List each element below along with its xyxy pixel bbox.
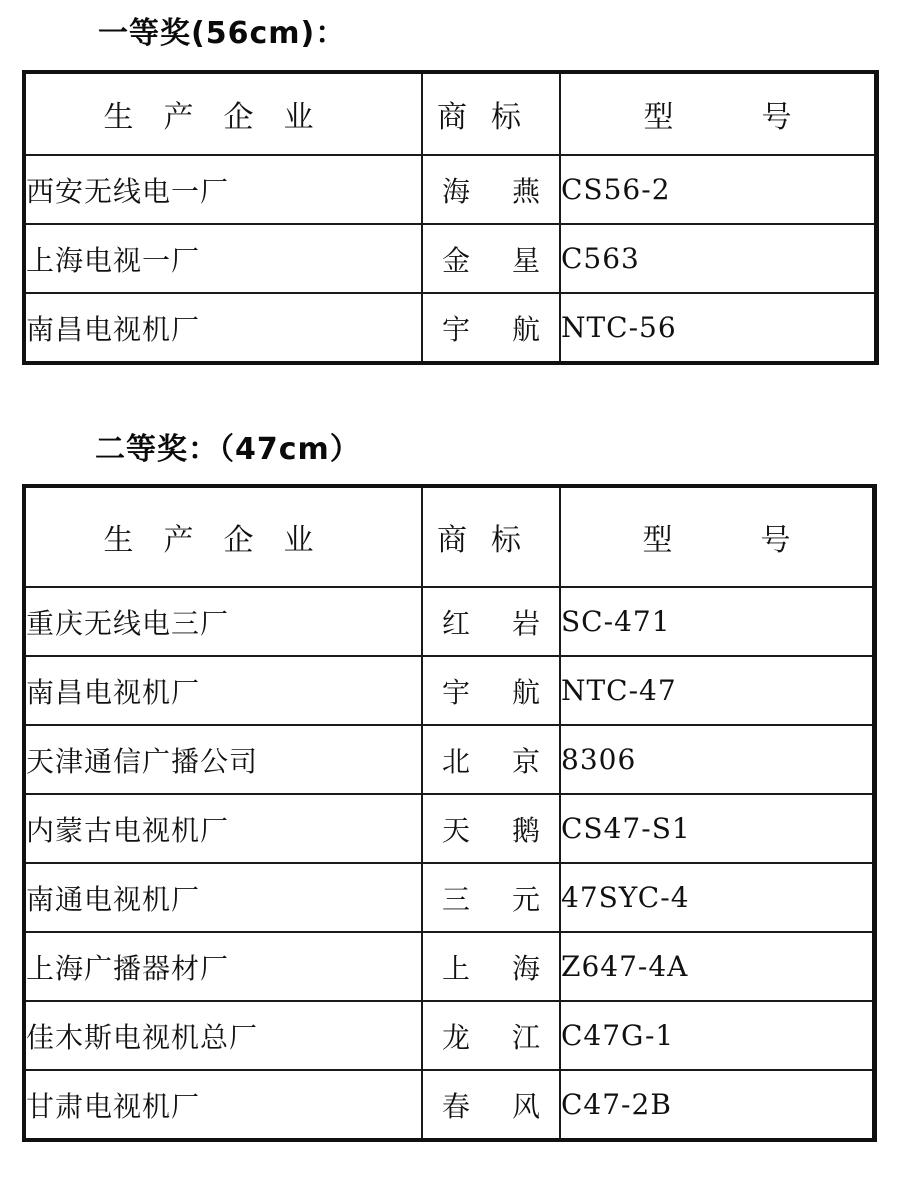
brand-char: 红: [442, 606, 471, 640]
brand-cell: [422, 1070, 560, 1140]
table-row: [24, 932, 875, 1001]
brand-cell: [422, 587, 560, 656]
brand-char: 风: [512, 1089, 541, 1123]
brand-char: 金: [442, 243, 471, 277]
model-cell: C563: [560, 224, 877, 293]
first-prize-table: [22, 70, 879, 365]
second-prize-title: 二等奖：（47cm）: [95, 432, 361, 467]
header-model-char-2: 号: [760, 523, 791, 558]
table-row: [24, 587, 875, 656]
company-cell: 上海电视一厂: [24, 224, 422, 293]
table-row: [24, 794, 875, 863]
company-cell: 天津通信广播公司: [24, 725, 422, 794]
table-row: [24, 293, 877, 363]
brand-cell: [422, 656, 560, 725]
first-prize-title: 一等奖(56cm)：: [98, 16, 347, 51]
table-row: [24, 224, 877, 293]
brand-char: 龙: [442, 1020, 471, 1054]
company-cell: 南昌电视机厂: [24, 656, 422, 725]
second-prize-table: [22, 484, 877, 1142]
header-company: 生产企业: [24, 486, 422, 587]
model-cell: C47-2B: [560, 1070, 875, 1140]
brand-char: 元: [512, 882, 541, 916]
model-cell: CS47-S1: [560, 794, 875, 863]
header-company: 生产企业: [24, 72, 422, 155]
model-cell: 8306: [560, 725, 875, 794]
model-cell: C47G-1: [560, 1001, 875, 1070]
header-model: [560, 486, 875, 587]
brand-cell: [422, 863, 560, 932]
header-brand: 商标: [422, 486, 560, 587]
brand-char: 天: [442, 813, 471, 847]
company-cell: 西安无线电一厂: [24, 155, 422, 224]
model-cell: 47SYC-4: [560, 863, 875, 932]
table-row: [24, 656, 875, 725]
brand-cell: [422, 155, 560, 224]
brand-char: 燕: [512, 174, 541, 208]
header-model-char-1: 型: [643, 100, 674, 135]
table-header-row: [24, 486, 875, 587]
brand-char: 春: [442, 1089, 471, 1123]
brand-char: 鹅: [512, 813, 541, 847]
brand-char: 京: [512, 744, 541, 778]
header-model: [560, 72, 877, 155]
company-cell: 甘肃电视机厂: [24, 1070, 422, 1140]
company-cell: 内蒙古电视机厂: [24, 794, 422, 863]
brand-char: 海: [512, 951, 541, 985]
brand-char: 上: [442, 951, 471, 985]
brand-char: 江: [512, 1020, 541, 1054]
brand-char: 宇: [442, 312, 471, 346]
table-row: [24, 1001, 875, 1070]
model-cell: SC-471: [560, 587, 875, 656]
brand-char: 宇: [442, 675, 471, 709]
company-cell: 南昌电视机厂: [24, 293, 422, 363]
model-cell: CS56-2: [560, 155, 877, 224]
brand-cell: [422, 224, 560, 293]
brand-cell: [422, 725, 560, 794]
brand-char: 航: [512, 675, 541, 709]
brand-char: 星: [512, 243, 541, 277]
brand-cell: [422, 1001, 560, 1070]
brand-char: 北: [442, 744, 471, 778]
brand-cell: [422, 794, 560, 863]
brand-char: 海: [442, 174, 471, 208]
company-cell: 佳木斯电视机总厂: [24, 1001, 422, 1070]
table-row: [24, 725, 875, 794]
header-brand: 商标: [422, 72, 560, 155]
brand-char: 岩: [512, 606, 541, 640]
table-row: [24, 1070, 875, 1140]
header-model-char-2: 号: [761, 100, 792, 135]
model-cell: Z647-4A: [560, 932, 875, 1001]
company-cell: 上海广播器材厂: [24, 932, 422, 1001]
table-row: [24, 863, 875, 932]
model-cell: NTC-47: [560, 656, 875, 725]
brand-char: 航: [512, 312, 541, 346]
header-model-char-1: 型: [642, 523, 673, 558]
brand-char: 三: [442, 882, 471, 916]
model-cell: NTC-56: [560, 293, 877, 363]
brand-cell: [422, 293, 560, 363]
brand-cell: [422, 932, 560, 1001]
company-cell: 重庆无线电三厂: [24, 587, 422, 656]
table-row: [24, 155, 877, 224]
table-header-row: [24, 72, 877, 155]
company-cell: 南通电视机厂: [24, 863, 422, 932]
